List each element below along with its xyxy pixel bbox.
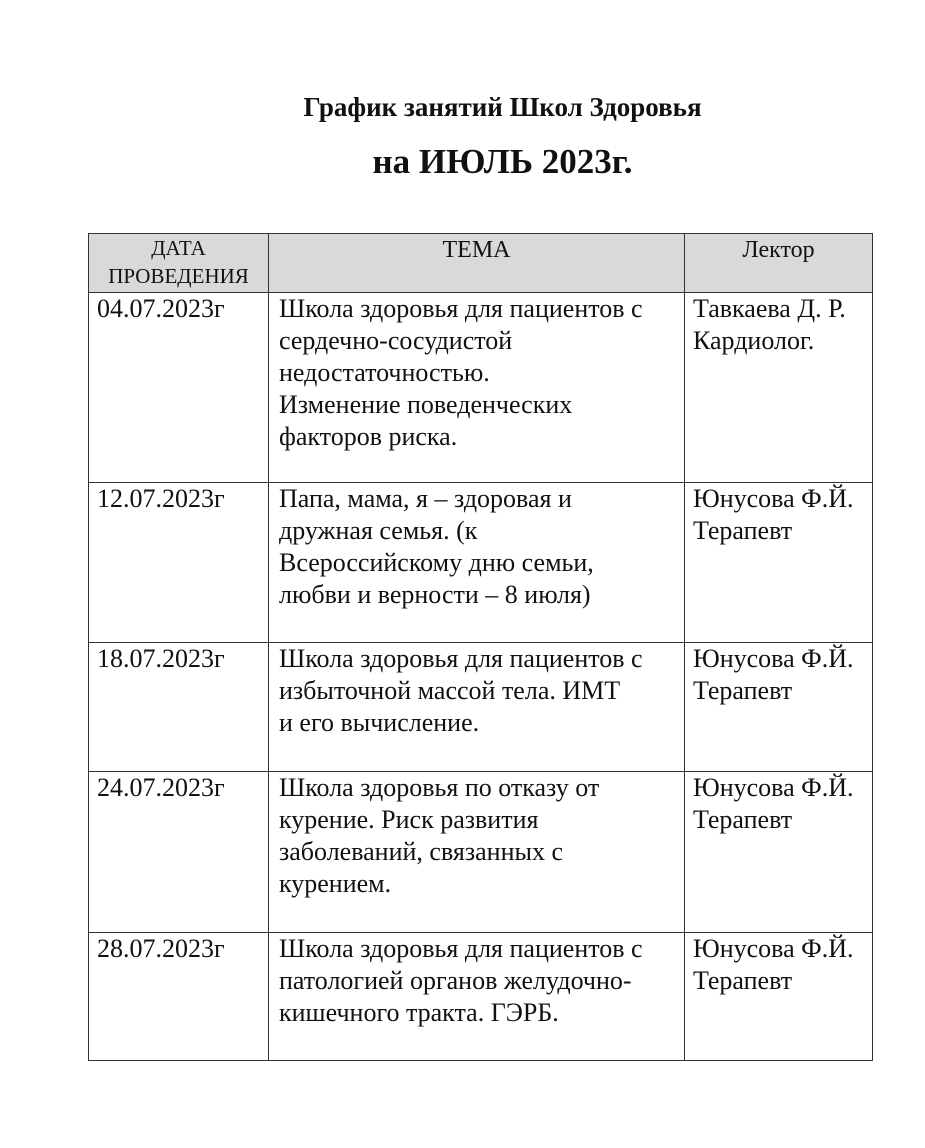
cell-lecturer xyxy=(685,293,873,483)
cell-date: 12.07.2023г xyxy=(89,483,269,643)
table-row xyxy=(89,933,873,1061)
topic-line: курение. Риск развития xyxy=(279,805,539,834)
lecturer-role: Терапевт xyxy=(693,516,793,545)
cell-topic xyxy=(269,293,685,483)
cell-topic xyxy=(269,772,685,933)
lecturer-role: Кардиолог. xyxy=(693,326,815,355)
lecturer-name: Тавкаева Д. Р. xyxy=(693,294,846,323)
cell-lecturer xyxy=(685,643,873,772)
column-header-topic: ТЕМА xyxy=(269,234,685,293)
topic-line: недостаточностью. xyxy=(279,358,490,387)
cell-date: 28.07.2023г xyxy=(89,933,269,1061)
page-subtitle: на ИЮЛЬ 2023г. xyxy=(372,142,633,181)
lecturer-name: Юнусова Ф.Й. xyxy=(693,934,854,963)
lecturer-role: Терапевт xyxy=(693,676,793,705)
column-header-date-line1: ДАТА xyxy=(151,236,206,260)
cell-date: 04.07.2023г xyxy=(89,293,269,483)
cell-topic xyxy=(269,933,685,1061)
column-header-lecturer: Лектор xyxy=(685,234,873,293)
topic-line: факторов риска. xyxy=(279,422,458,451)
topic-line: патологией органов желудочно- xyxy=(279,966,632,995)
topic-line: Школа здоровья для пациентов с xyxy=(279,294,643,323)
topic-line: Школа здоровья для пациентов с xyxy=(279,644,643,673)
topic-line: Всероссийскому дню семьи, xyxy=(279,548,594,577)
schedule-table xyxy=(88,233,873,1061)
topic-line: Школа здоровья для пациентов с xyxy=(279,934,643,963)
topic-line: заболеваний, связанных с xyxy=(279,837,564,866)
topic-line: любви и верности – 8 июля) xyxy=(279,580,591,609)
topic-line: дружная семья. (к xyxy=(279,516,478,545)
lecturer-role: Терапевт xyxy=(693,805,793,834)
lecturer-name: Юнусова Ф.Й. xyxy=(693,644,854,673)
topic-line: курением. xyxy=(279,869,392,898)
topic-line: Папа, мама, я – здоровая и xyxy=(279,484,572,513)
cell-date: 24.07.2023г xyxy=(89,772,269,933)
table-row xyxy=(89,643,873,772)
lecturer-role: Терапевт xyxy=(693,966,793,995)
cell-date: 18.07.2023г xyxy=(89,643,269,772)
column-header-date-line2: ПРОВЕДЕНИЯ xyxy=(108,264,249,288)
topic-line: избыточной массой тела. ИМТ xyxy=(279,676,621,705)
cell-topic xyxy=(269,643,685,772)
topic-line: Изменение поведенческих xyxy=(279,390,573,419)
column-header-date xyxy=(89,234,269,293)
table-row xyxy=(89,293,873,483)
lecturer-name: Юнусова Ф.Й. xyxy=(693,484,854,513)
topic-line: кишечного тракта. ГЭРБ. xyxy=(279,998,559,1027)
cell-lecturer xyxy=(685,772,873,933)
table-header-row xyxy=(89,234,873,293)
lecturer-name: Юнусова Ф.Й. xyxy=(693,773,854,802)
topic-line: и его вычисление. xyxy=(279,708,480,737)
topic-line: сердечно-сосудистой xyxy=(279,326,513,355)
table-row xyxy=(89,483,873,643)
cell-topic xyxy=(269,483,685,643)
cell-lecturer xyxy=(685,483,873,643)
cell-lecturer xyxy=(685,933,873,1061)
page-title: График занятий Школ Здоровья xyxy=(303,92,702,122)
table-row xyxy=(89,772,873,933)
topic-line: Школа здоровья по отказу от xyxy=(279,773,600,802)
